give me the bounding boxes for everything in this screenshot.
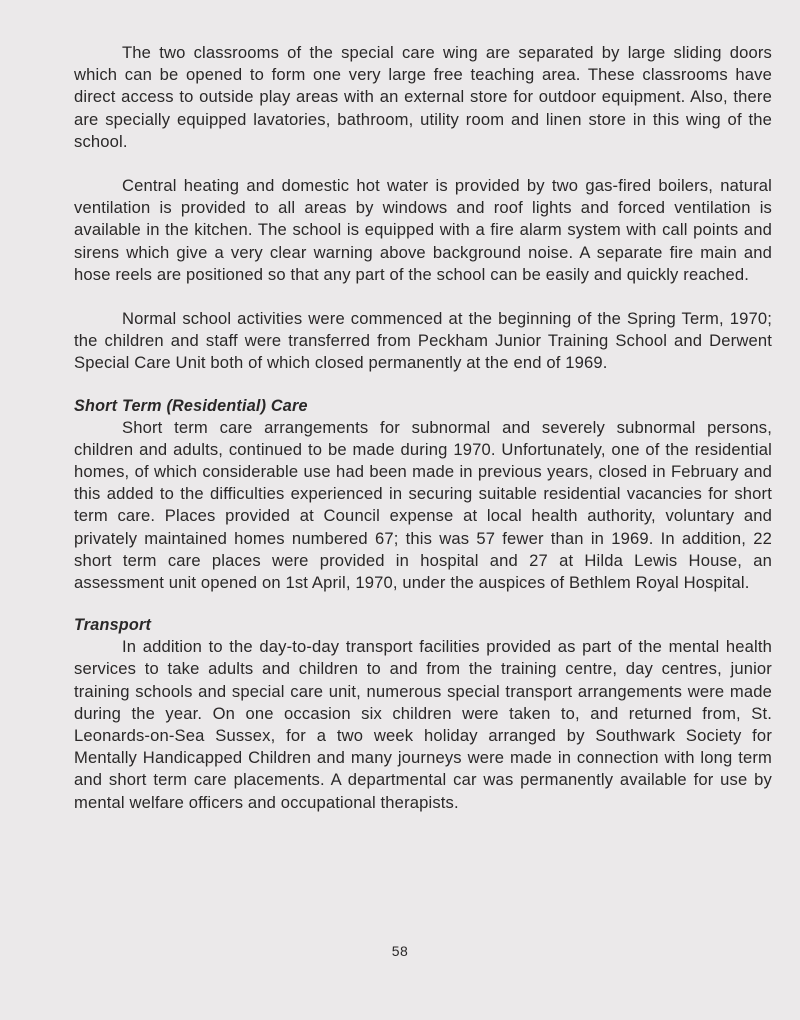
- heading-transport: Transport: [74, 616, 152, 635]
- paragraph-activities: Normal school activities were commenced at the beginning of the Spring Term, 1970; the children and staff were transferred from Peckham Junior Training School and Derwent Special Care Unit both of which closed permanently at the end of 1969.: [74, 309, 772, 373]
- paragraph-transport: In addition to the day-to-day transport facilities provided as part of the mental health services to take adults and children to and from the training centre, day centres, junior training schools and special care unit, numerous special transport arrangements were made during the year. On one occasion six children were taken to, and returned from, St. Leonards-on-Sea Sussex, for a two week holiday arranged by Southwark Society for Mentally Handicapped Children and many journeys were made in connection with long term and short term care placements. A departmental car was permanently available for use by mental welfare officers and occupational therapists.: [74, 637, 772, 812]
- paragraph-heating: Central heating and domestic hot water is provided by two gas-fired boilers, natural ventilation is provided to all areas by windows and roof lights and forced ventilation is available in the kitchen. The school is equipped with a fire alarm system with call points and sirens which give a very clear warning above background noise. A separate fire main and hose reels are positioned so that any part of the school can be easily and quickly reached.: [74, 176, 772, 284]
- document-page: [74, 42, 772, 814]
- heading-short-term-care: Short Term (Residential) Care: [74, 396, 308, 415]
- page-number: 58: [391, 943, 409, 959]
- paragraph-classrooms: The two classrooms of the special care wing are separated by large sliding doors which can be opened to form one very large free teaching area. These classrooms have direct access to outside play areas with an external store for outdoor equipment. Also, there are specially equipped lavatories, bathroom, utility room and linen store in this wing of the school.: [74, 43, 772, 151]
- paragraph-short-term-care: Short term care arrangements for subnormal and severely subnormal persons, children and adults, continued to be made during 1970. Unfortunately, one of the residential homes, of which considerable use had been made in previous years, closed in February and this added to the difficulties experienced in securing suitable residential vacancies for short term care. Places provided at Council expense at local health authority, voluntary and privately maintained homes numbered 67; this was 57 fewer than in 1969. In addition, 22 short term care places were provided in hospital and 27 at Hilda Lewis House, an assessment unit opened on 1st April, 1970, under the auspices of Bethlem Royal Hospital.: [74, 417, 772, 593]
